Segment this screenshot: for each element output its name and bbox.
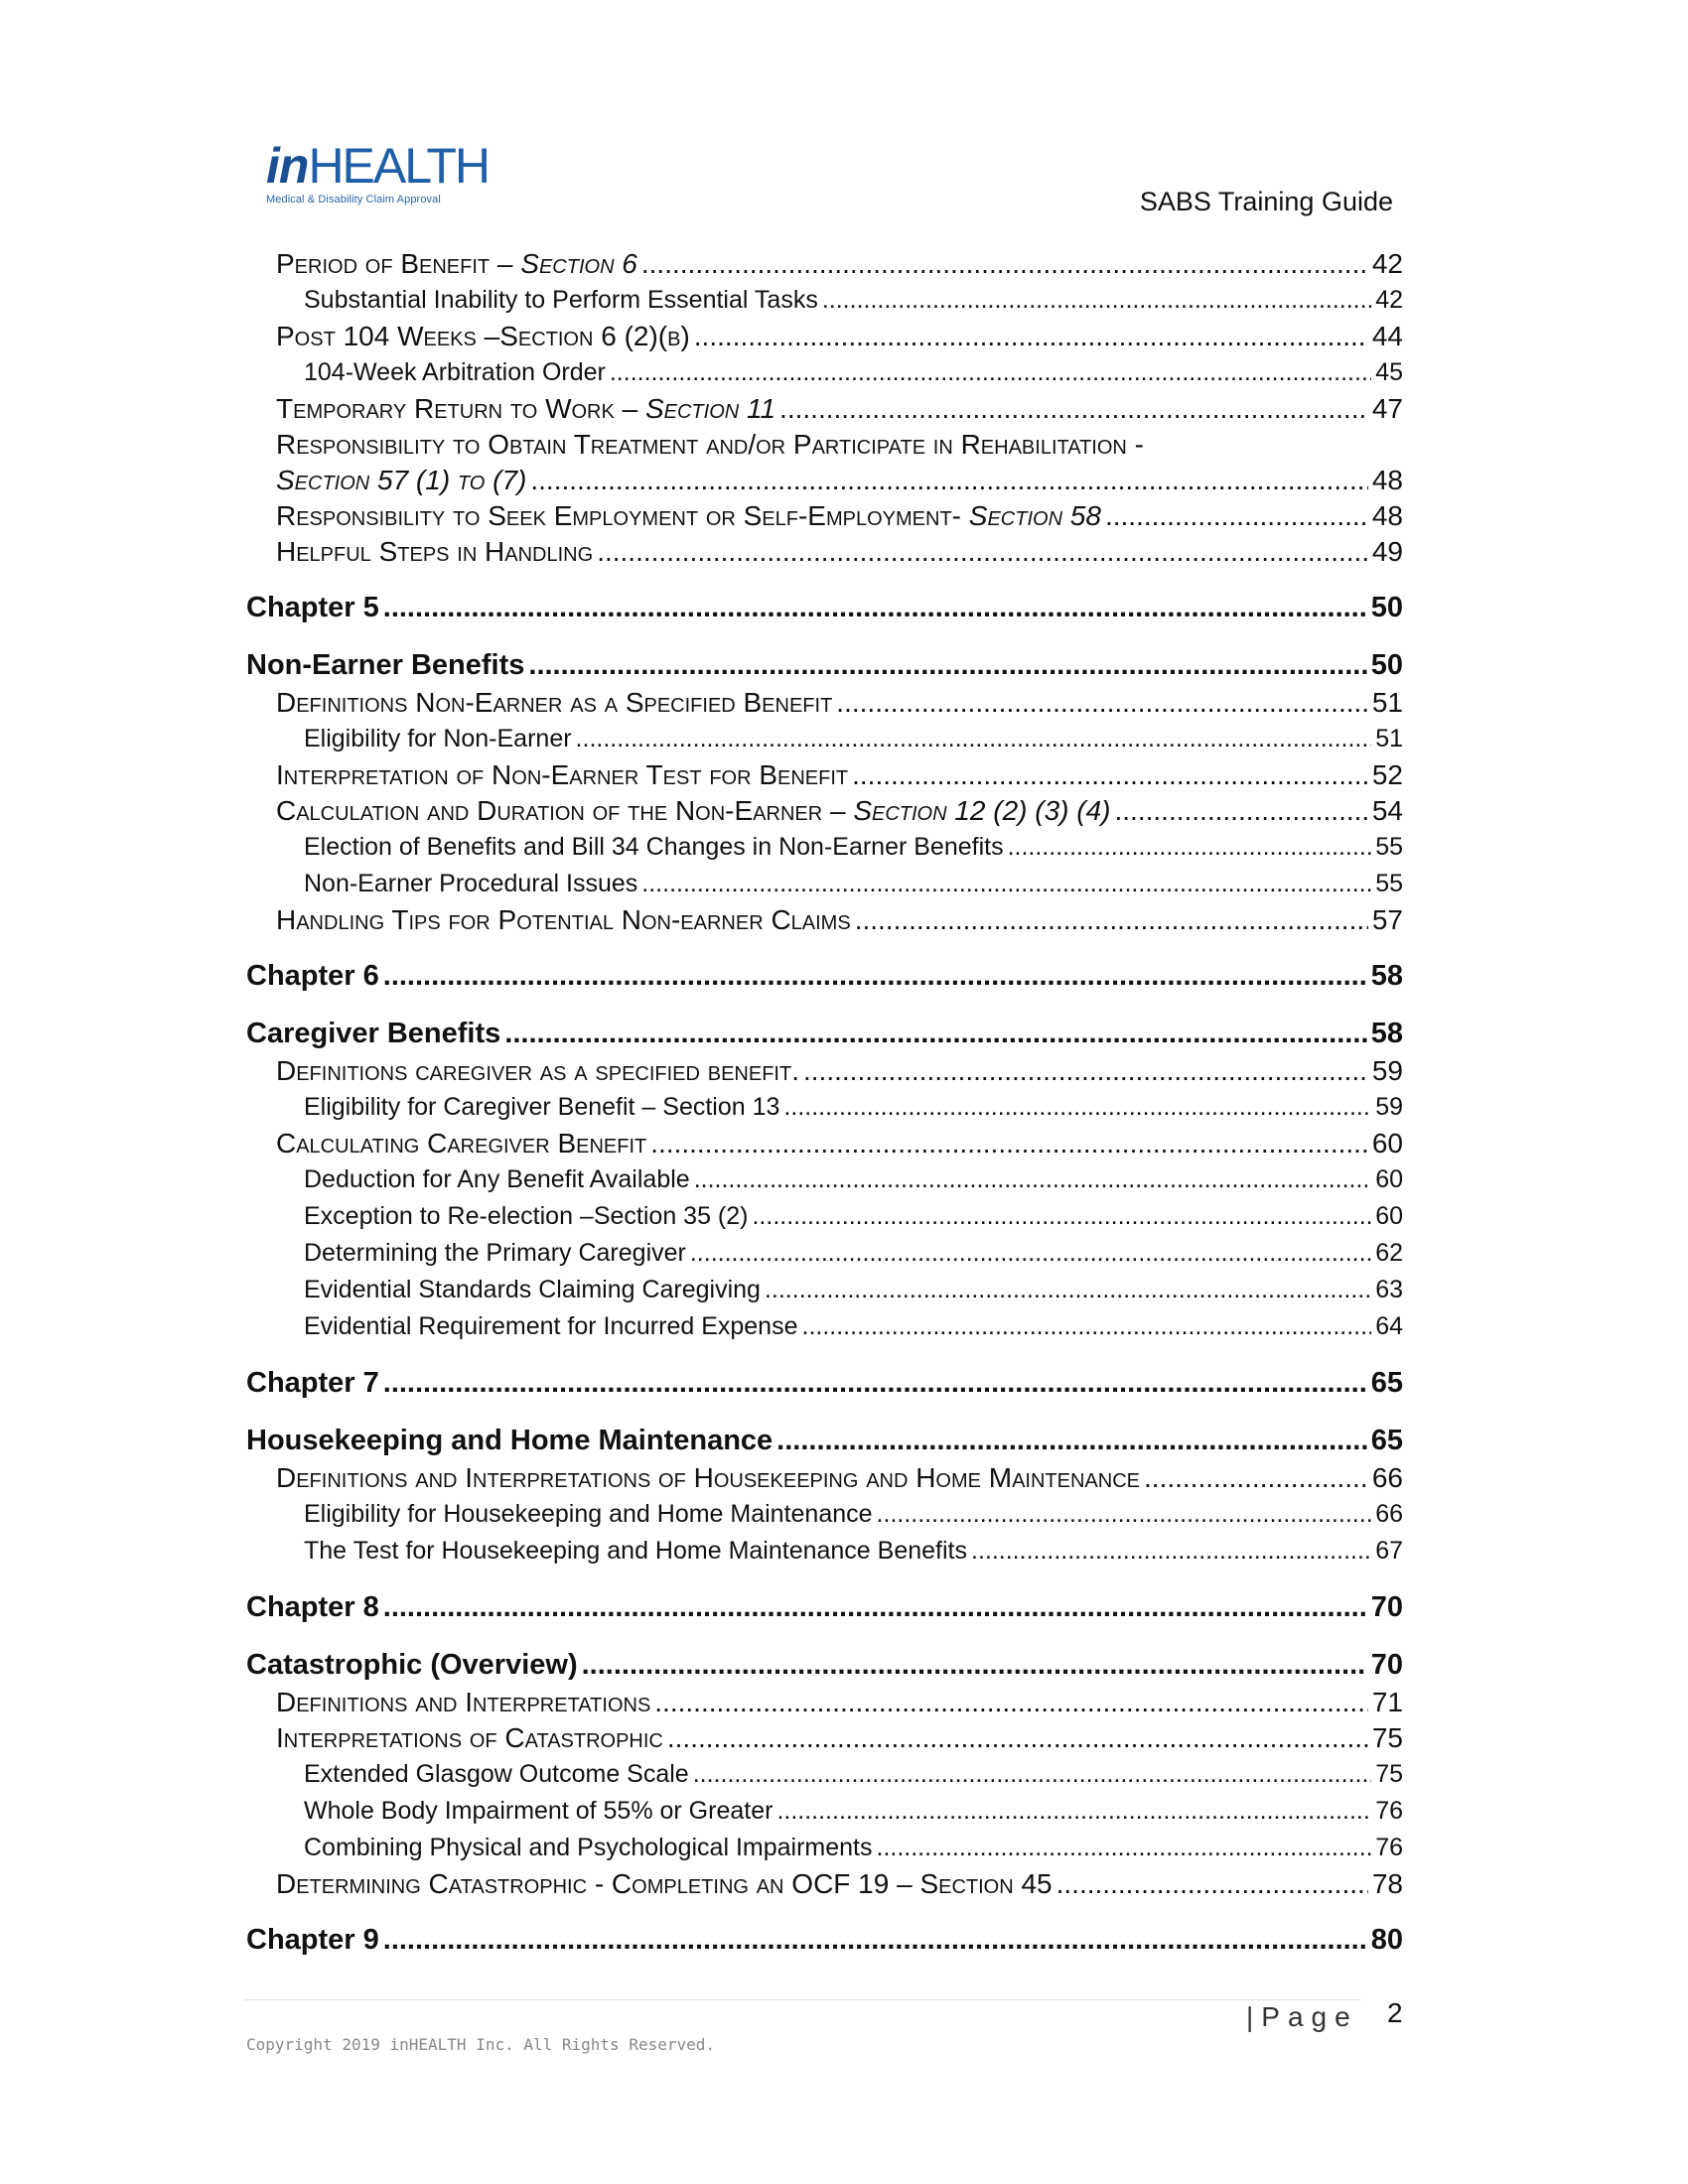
toc-entry-title: Definitions caregiver as a specified benefit. — [276, 1055, 799, 1086]
toc-entry-title: Helpful Steps in Handling — [276, 536, 594, 567]
toc-page-number: 55 — [1375, 870, 1403, 897]
toc-page-number: 67 — [1375, 1537, 1403, 1565]
toc-subsection-entry[interactable] — [246, 1235, 1403, 1272]
toc-entry-title: Section 57 (1) to (7) — [276, 465, 527, 495]
toc-section-entry[interactable] — [246, 757, 1403, 793]
toc-chapter-entry[interactable] — [246, 1920, 1403, 1960]
toc-page-number: 71 — [1371, 1687, 1403, 1717]
toc-section-entry[interactable] — [246, 319, 1403, 354]
toc-page-number: 76 — [1375, 1834, 1403, 1861]
toc-section-entry[interactable] — [246, 246, 1403, 282]
toc-entry-title: Election of Benefits and Bill 34 Changes in Non-Earner Benefits — [304, 833, 1004, 861]
toc-entry-title: The Test for Housekeeping and Home Maintenance Benefits — [304, 1537, 967, 1565]
toc-dot-leader — [752, 1198, 1371, 1235]
copyright-notice: Copyright 2019 inHEALTH Inc. All Rights Reserved. — [246, 2035, 716, 2054]
toc-page-number: 59 — [1371, 1055, 1403, 1086]
toc-page-number: 50 — [1370, 592, 1403, 623]
toc-page-number: 44 — [1371, 321, 1403, 351]
toc-entry-title: Period of Benefit – Section 6 — [276, 248, 637, 279]
toc-chapter-entry[interactable] — [246, 588, 1403, 627]
toc-subsection-entry[interactable] — [246, 1496, 1403, 1533]
toc-page-number: 75 — [1375, 1760, 1403, 1788]
toc-entry-title: Interpretation of Non-Earner Test for Benefit — [276, 759, 849, 790]
toc-entry-title: Substantial Inability to Perform Essential Tasks — [304, 286, 818, 314]
toc-subsection-entry[interactable] — [246, 354, 1403, 391]
toc-entry-title: Deduction for Any Benefit Available — [304, 1165, 690, 1193]
toc-chapter-entry[interactable] — [246, 1363, 1403, 1403]
document-title: SABS Training Guide — [1139, 187, 1393, 216]
toc-chapter-entry[interactable] — [246, 1587, 1403, 1627]
toc-dot-leader — [690, 1235, 1371, 1272]
toc-entry-title: Chapter 8 — [246, 1591, 379, 1623]
toc-section-entry[interactable] — [246, 1866, 1403, 1902]
toc-page-number: 60 — [1371, 1128, 1403, 1159]
toc-dot-leader — [803, 1053, 1368, 1089]
toc-chapter-entry[interactable] — [246, 645, 1403, 685]
toc-subsection-entry[interactable] — [246, 282, 1403, 319]
toc-entry-title: Combining Physical and Psychological Impairments — [304, 1834, 873, 1861]
toc-chapter-entry[interactable] — [246, 956, 1403, 996]
toc-section-entry[interactable] — [246, 1685, 1403, 1720]
toc-subsection-entry[interactable] — [246, 1198, 1403, 1235]
toc-entry-title: Exception to Re-election –Section 35 (2) — [304, 1202, 749, 1230]
toc-page-number: 48 — [1371, 465, 1403, 495]
toc-page-number: 49 — [1371, 536, 1403, 567]
toc-subsection-entry[interactable] — [246, 1308, 1403, 1345]
toc-page-number: 58 — [1370, 960, 1403, 992]
toc-page-number: 50 — [1370, 649, 1403, 681]
toc-page-number: 42 — [1371, 248, 1403, 279]
toc-page-number: 48 — [1371, 500, 1403, 531]
footer-divider — [243, 1999, 1360, 2000]
toc-dot-leader — [776, 1793, 1371, 1830]
toc-dot-leader — [877, 1830, 1372, 1866]
toc-page-number: 76 — [1375, 1797, 1403, 1825]
toc-dot-leader — [383, 956, 1367, 996]
toc-entry-title: Catastrophic (Overview) — [246, 1649, 578, 1681]
toc-dot-leader — [383, 1363, 1367, 1403]
toc-page-number: 60 — [1375, 1202, 1403, 1230]
toc-subsection-entry[interactable] — [246, 1756, 1403, 1793]
toc-page-number: 47 — [1371, 393, 1403, 424]
logo-wordmark: inHEALTH — [266, 138, 489, 194]
toc-dot-leader — [765, 1272, 1371, 1308]
toc-dot-leader — [852, 757, 1368, 793]
toc-dot-leader — [641, 866, 1371, 902]
toc-entry-title: Chapter 9 — [246, 1924, 379, 1956]
toc-dot-leader — [582, 1645, 1367, 1685]
toc-entry-title: Whole Body Impairment of 55% or Greater — [304, 1797, 774, 1825]
toc-entry-title: Eligibility for Non-Earner — [304, 725, 572, 752]
toc-page-number: 59 — [1375, 1093, 1403, 1121]
toc-dot-leader — [971, 1533, 1371, 1570]
toc-section-entry[interactable] — [246, 391, 1403, 427]
toc-entry-title: 104-Week Arbitration Order — [304, 358, 606, 386]
page-number: 2 — [1387, 1997, 1403, 2028]
toc-page-number: 51 — [1371, 687, 1403, 718]
toc-page-number: 42 — [1375, 286, 1403, 314]
toc-entry-title: Chapter 5 — [246, 592, 379, 623]
toc-section-entry[interactable] — [246, 463, 1403, 498]
toc-dot-leader — [650, 1126, 1368, 1161]
toc-entry-title: Definitions and Interpretations of Housekeeping and Home Maintenance — [276, 1462, 1140, 1493]
toc-page-number: 70 — [1370, 1591, 1403, 1623]
toc-entry-title: Post 104 Weeks –Section 6 (2)(b) — [276, 321, 690, 351]
logo-tagline: Medical & Disability Claim Approval — [266, 194, 441, 205]
toc-page-number: 62 — [1375, 1239, 1403, 1267]
toc-chapter-entry[interactable] — [246, 1645, 1403, 1685]
toc-page-number: 70 — [1370, 1649, 1403, 1681]
toc-entry-title: Definitions and Interpretations — [276, 1687, 651, 1717]
toc-entry-title: Calculating Caregiver Benefit — [276, 1128, 647, 1159]
inhealth-logo — [266, 138, 489, 205]
toc-entry-title: Eligibility for Housekeeping and Home Maintenance — [304, 1500, 873, 1528]
toc-dot-leader — [694, 319, 1368, 354]
toc-dot-leader — [855, 902, 1368, 938]
toc-dot-leader — [802, 1308, 1372, 1345]
toc-page-number: 58 — [1370, 1018, 1403, 1049]
toc-subsection-entry[interactable] — [246, 1830, 1403, 1866]
toc-entry-title: Chapter 7 — [246, 1367, 379, 1399]
toc-section-entry[interactable] — [246, 902, 1403, 938]
toc-section-entry[interactable] — [246, 427, 1403, 463]
toc-dot-leader — [776, 1421, 1367, 1460]
toc-page-number: 54 — [1371, 795, 1403, 826]
toc-dot-leader — [822, 282, 1371, 319]
toc-page-number: 51 — [1375, 725, 1403, 752]
toc-page-number: 80 — [1370, 1924, 1403, 1956]
toc-section-entry[interactable] — [246, 1720, 1403, 1756]
toc-page-number: 55 — [1375, 833, 1403, 861]
toc-page-number: 64 — [1375, 1312, 1403, 1340]
toc-dot-leader — [576, 721, 1372, 757]
toc-entry-title: Responsibility to Seek Employment or Self-Employment- Section 58 — [276, 500, 1101, 531]
toc-dot-leader — [1114, 793, 1367, 829]
toc-entry-title: Temporary Return to Work – Section 11 — [276, 393, 776, 424]
toc-subsection-entry[interactable] — [246, 829, 1403, 866]
toc-section-entry[interactable] — [246, 1126, 1403, 1161]
toc-dot-leader — [641, 246, 1368, 282]
toc-page-number: 45 — [1375, 358, 1403, 386]
toc-dot-leader — [1056, 1866, 1368, 1902]
toc-dot-leader — [1144, 1460, 1368, 1496]
toc-page-number: 78 — [1371, 1868, 1403, 1899]
page-label: |Page — [1246, 2001, 1358, 2032]
toc-entry-title: Determining the Primary Caregiver — [304, 1239, 686, 1267]
toc-entry-title: Chapter 6 — [246, 960, 379, 992]
table-of-contents — [246, 246, 1403, 1960]
toc-subsection-entry[interactable] — [246, 1793, 1403, 1830]
toc-section-entry[interactable] — [246, 534, 1403, 570]
toc-entry-title: Determining Catastrophic - Completing an OCF 19 – Section 45 — [276, 1868, 1053, 1899]
toc-dot-leader — [667, 1720, 1368, 1756]
toc-entry-title: Responsibility to Obtain Treatment and/or Participate in Rehabilitation - — [276, 429, 1144, 460]
toc-entry-title: Extended Glasgow Outcome Scale — [304, 1760, 689, 1788]
toc-section-entry[interactable] — [246, 1460, 1403, 1496]
toc-entry-title: Interpretations of Catastrophic — [276, 1722, 663, 1753]
toc-subsection-entry[interactable] — [246, 1161, 1403, 1198]
toc-subsection-entry[interactable] — [246, 721, 1403, 757]
toc-dot-leader — [1105, 498, 1368, 534]
toc-dot-leader — [877, 1496, 1372, 1533]
toc-entry-title: Evidential Standards Claiming Caregiving — [304, 1276, 761, 1303]
toc-page-number: 60 — [1375, 1165, 1403, 1193]
toc-section-entry[interactable] — [246, 1053, 1403, 1089]
toc-dot-leader — [597, 534, 1368, 570]
toc-page-number: 57 — [1371, 904, 1403, 935]
toc-subsection-entry[interactable] — [246, 866, 1403, 902]
toc-chapter-entry[interactable] — [246, 1421, 1403, 1460]
toc-entry-title: Definitions Non-Earner as a Specified Benefit — [276, 687, 833, 718]
toc-page-number: 66 — [1371, 1462, 1403, 1493]
toc-section-entry[interactable] — [246, 498, 1403, 534]
toc-entry-title: Evidential Requirement for Incurred Expense — [304, 1312, 798, 1340]
toc-subsection-entry[interactable] — [246, 1533, 1403, 1570]
toc-dot-leader — [694, 1161, 1372, 1198]
toc-dot-leader — [654, 1685, 1368, 1720]
toc-dot-leader — [530, 463, 1367, 498]
toc-dot-leader — [528, 645, 1366, 685]
toc-page-number: 63 — [1375, 1276, 1403, 1303]
toc-entry-title: Handling Tips for Potential Non-earner Claims — [276, 904, 851, 935]
toc-dot-leader — [383, 1920, 1367, 1960]
toc-entry-title: Non-Earner Procedural Issues — [304, 870, 638, 897]
toc-section-entry[interactable] — [246, 685, 1403, 721]
toc-dot-leader — [836, 685, 1368, 721]
toc-dot-leader — [783, 1089, 1371, 1126]
toc-dot-leader — [383, 1587, 1367, 1627]
toc-entry-title: Calculation and Duration of the Non-Earner – Section 12 (2) (3) (4) — [276, 795, 1111, 826]
toc-page-number: 52 — [1371, 759, 1403, 790]
toc-page-number: 75 — [1371, 1722, 1403, 1753]
toc-dot-leader — [610, 354, 1371, 391]
toc-entry-title: Caregiver Benefits — [246, 1018, 501, 1049]
toc-subsection-entry[interactable] — [246, 1272, 1403, 1308]
toc-chapter-entry[interactable] — [246, 1014, 1403, 1053]
toc-section-entry[interactable] — [246, 793, 1403, 829]
toc-subsection-entry[interactable] — [246, 1089, 1403, 1126]
toc-page-number: 66 — [1375, 1500, 1403, 1528]
toc-page-number: 65 — [1370, 1367, 1403, 1399]
toc-dot-leader — [779, 391, 1368, 427]
toc-entry-title: Eligibility for Caregiver Benefit – Section 13 — [304, 1093, 780, 1121]
toc-dot-leader — [504, 1014, 1366, 1053]
toc-dot-leader — [1008, 829, 1372, 866]
toc-dot-leader — [693, 1756, 1371, 1793]
toc-entry-title: Housekeeping and Home Maintenance — [246, 1425, 774, 1456]
toc-page-number: 65 — [1370, 1425, 1403, 1456]
toc-entry-title: Non-Earner Benefits — [246, 649, 525, 681]
toc-dot-leader — [383, 588, 1367, 627]
